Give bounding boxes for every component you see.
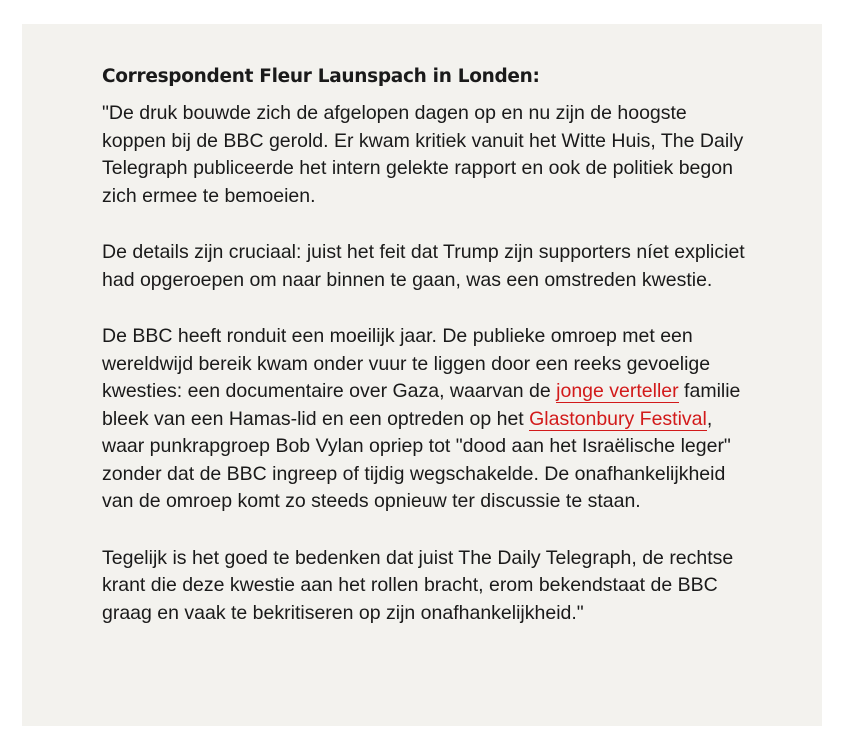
correspondent-heading: Correspondent Fleur Launspach in Londen:	[102, 66, 540, 87]
link-glastonbury-festival[interactable]: Glastonbury Festival	[529, 407, 707, 430]
paragraph-3-text-3: , waar punkrapgroep Bob Vylan opriep tot "dood aan het Israëlische leger" zonder dat de BBC ingreep of tijdig wegschakelde. De onafhankelijkheid van de omroep komt zo steeds opnieuw ter discussie te staan.	[102, 407, 731, 512]
paragraph-3-text-1: De BBC heeft ronduit een moeilijk jaar. De publieke omroep met een wereldwijd bereik kwam onder vuur te liggen door een reeks gevoelige kwesties: een documentaire over Gaza, waarvan de	[102, 325, 711, 402]
quote-card	[22, 24, 822, 726]
paragraph-2: De details zijn cruciaal: juist het feit dat Trump zijn supporters níet expliciet had opgeroepen om naar binnen te gaan, was een omstreden kwestie.	[102, 241, 745, 291]
paragraph-3-text-2: familie bleek van een Hamas-lid en een optreden op het	[102, 380, 741, 430]
paragraph-4: Tegelijk is het goed te bedenken dat juist The Daily Telegraph, de rechtse krant die deze kwestie aan het rollen bracht, erom bekendstaat de BBC graag en vaak te bekritiseren op zijn onafhankelijkheid."	[102, 546, 734, 624]
link-jonge-verteller[interactable]: jonge verteller	[556, 380, 679, 402]
paragraph-3	[102, 323, 752, 516]
paragraph-1: "De druk bouwde zich de afgelopen dagen op en nu zijn de hoogste koppen bij de BBC gerold. Er kwam kritiek vanuit het Witte Huis, The Daily Telegraph publiceerde het intern gelekte rapport en ook de politiek begon zich ermee te bemoeien.	[102, 102, 744, 207]
